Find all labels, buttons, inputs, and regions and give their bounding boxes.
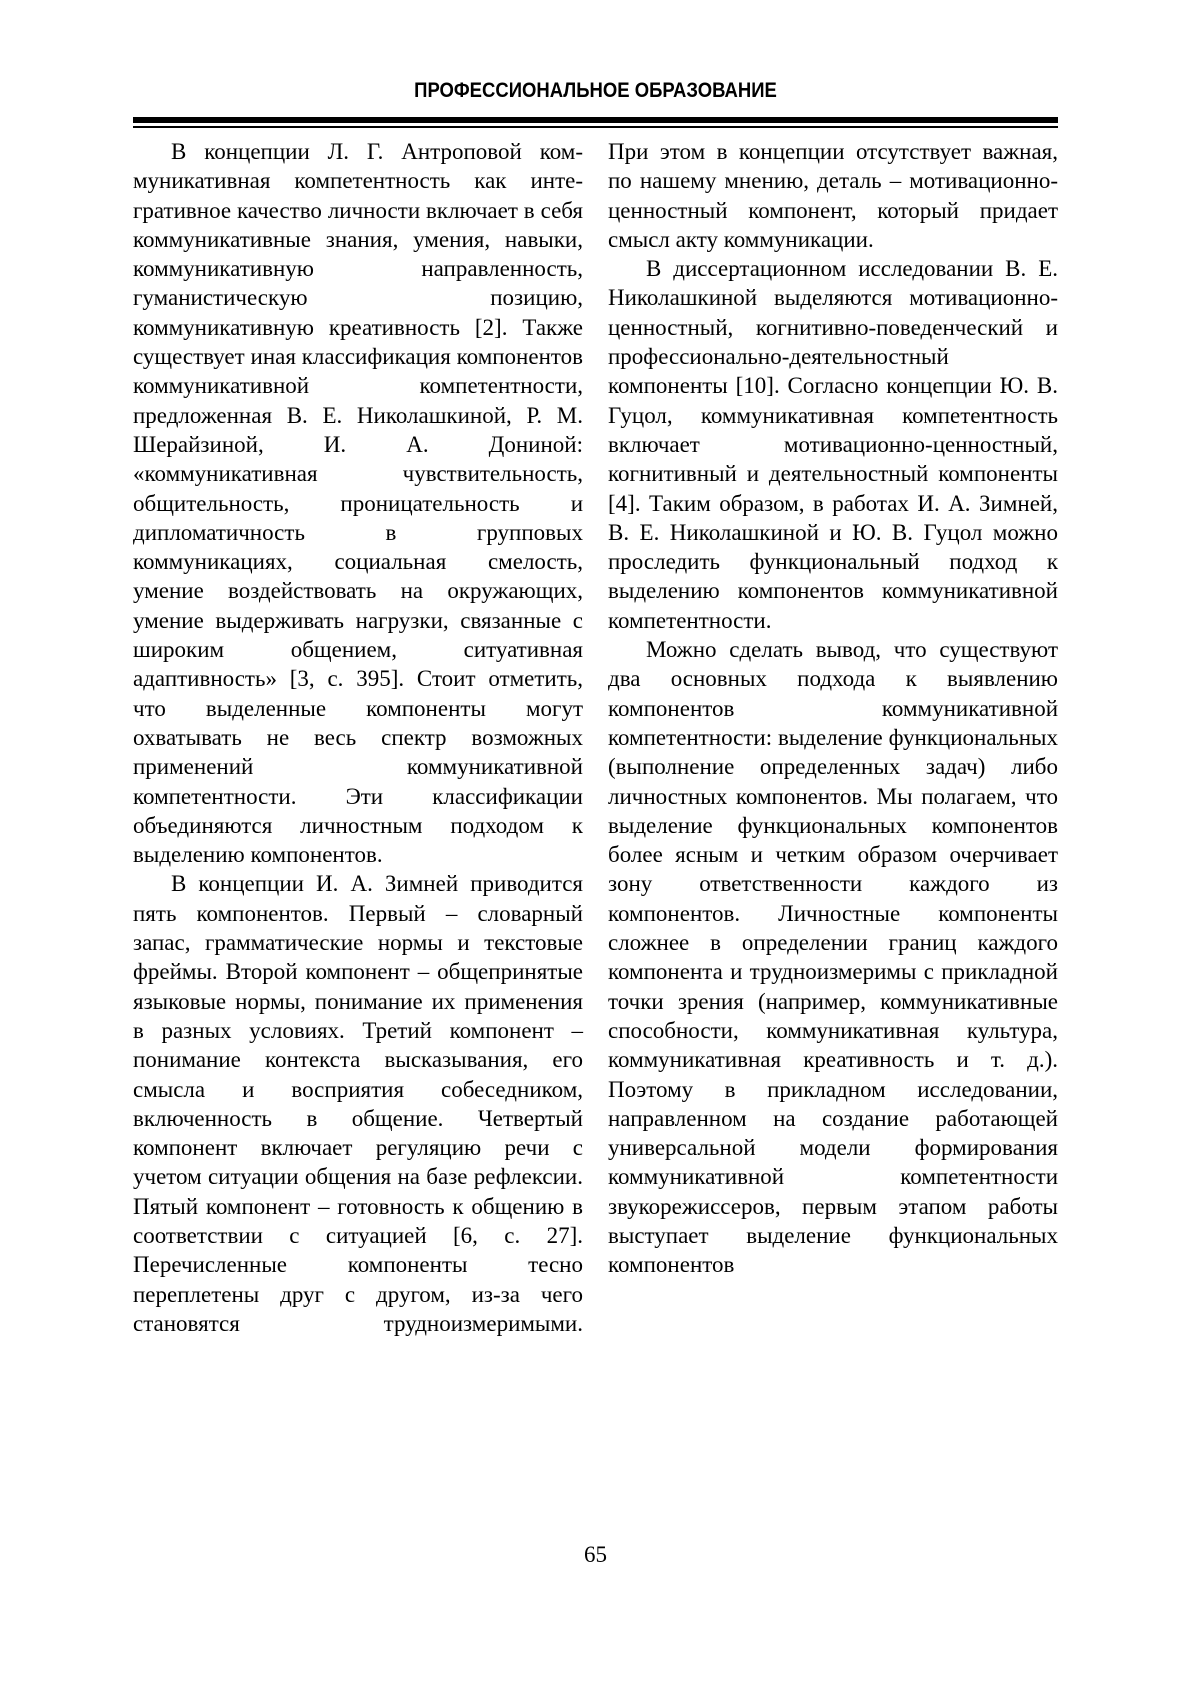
paragraph: Можно сделать вывод, что существуют два основных подхода к выявлению компонентов коммуникативной компетентности: выделение функциональных (выполнение определенных задач) либо личностных компонентов. Мы полагаем, что выделение функциональных компонентов более ясным и четким образом очерчивает зону ответственности каждого из компонентов. Личностные компоненты сложнее в определении границ каждого компонента и трудноизмеримы с прикладной точки зрения (например, коммуникативные способности, коммуникативная культура, коммуникативная креативность и т. д.). Поэтому в прикладном исследовании, направленном на создание работающей универсальной модели формирования коммуникативной компетентности звукорежиссеров, первым этапом работы выступает выделение функциональных компонентов bbox=[608, 637, 1058, 1278]
paragraph: В диссертационном исследовании В. Е. Николашкиной выделяются мотивационно-ценностный, когнитивно-поведенческий и профессионально-деятельностный компоненты [10]. Согласно концепции Ю. В. Гуцол, коммуникативная компетентность включает мотивационно-ценностный, когнитивный и деятельностный компоненты [4]. Таким образом, в работах И. А. Зимней, В. Е. Николашкиной и Ю. В. Гуцол можно проследить функциональный подход к выделению компонентов коммуникативной компетентности. bbox=[608, 256, 1058, 633]
paragraph: При этом в концепции отсутствует важная, по нашему мнению, деталь – мотивационно-ценностный компонент, который придает смысл акту коммуникации. bbox=[608, 139, 1058, 252]
header-rule bbox=[133, 117, 1058, 128]
left-column bbox=[133, 137, 583, 1338]
text-columns bbox=[133, 137, 1058, 1338]
header-rule-thick-line bbox=[133, 117, 1058, 123]
header-rule-thin-line bbox=[133, 126, 1058, 128]
running-head-title: ПРОФЕССИОНАЛЬНОЕ ОБРАЗОВАНИЕ bbox=[414, 79, 777, 102]
page-number: 65 bbox=[584, 1542, 607, 1567]
paragraph: В концепции И. А. Зимней приводится пять компонентов. Первый – словарный запас, грамматические нормы и текстовые фреймы. Второй компонент – общепринятые языковые нормы, понимание их применения в разных условиях. Третий компонент – понимание контекста высказывания, его смысла и восприятия собеседником, включенность в общение. Четвертый компонент включает регуляцию речи с учетом ситуации общения на базе рефлексии. Пятый компонент – готовность к общению в соответствии с ситуацией [6, с. 27]. Перечисленные компоненты тесно переплетены друг с другом, из-за чего становятся трудноизмеримыми. bbox=[133, 871, 583, 1336]
right-column bbox=[608, 137, 1058, 1338]
paragraph: В концепции Л. Г. Антроповой коммуникативная компетентность как интегративное качество личности включает в себя коммуникативные знания, умения, навыки, коммуникативную направленность, гуманистическую позицию, коммуникативную креативность [2]. Также существует иная классификация компонентов коммуникативной компетентности, предложенная В. Е. Николашкиной, Р. М. Шерайзиной, И. А. Дониной: «коммуникативная чувствительность, общительность, проницательность и дипломатичность в групповых коммуникациях, социальная смелость, умение воздействовать на окружающих, умение выдерживать нагрузки, связанные с широким общением, ситуативная адаптивность» [3, с. 395]. Стоит отметить, что выделенные компоненты могут охватывать не весь спектр возможных применений коммуникативной компетентности. Эти классификации объединяются личностным подходом к выделению компонентов. bbox=[133, 139, 583, 868]
